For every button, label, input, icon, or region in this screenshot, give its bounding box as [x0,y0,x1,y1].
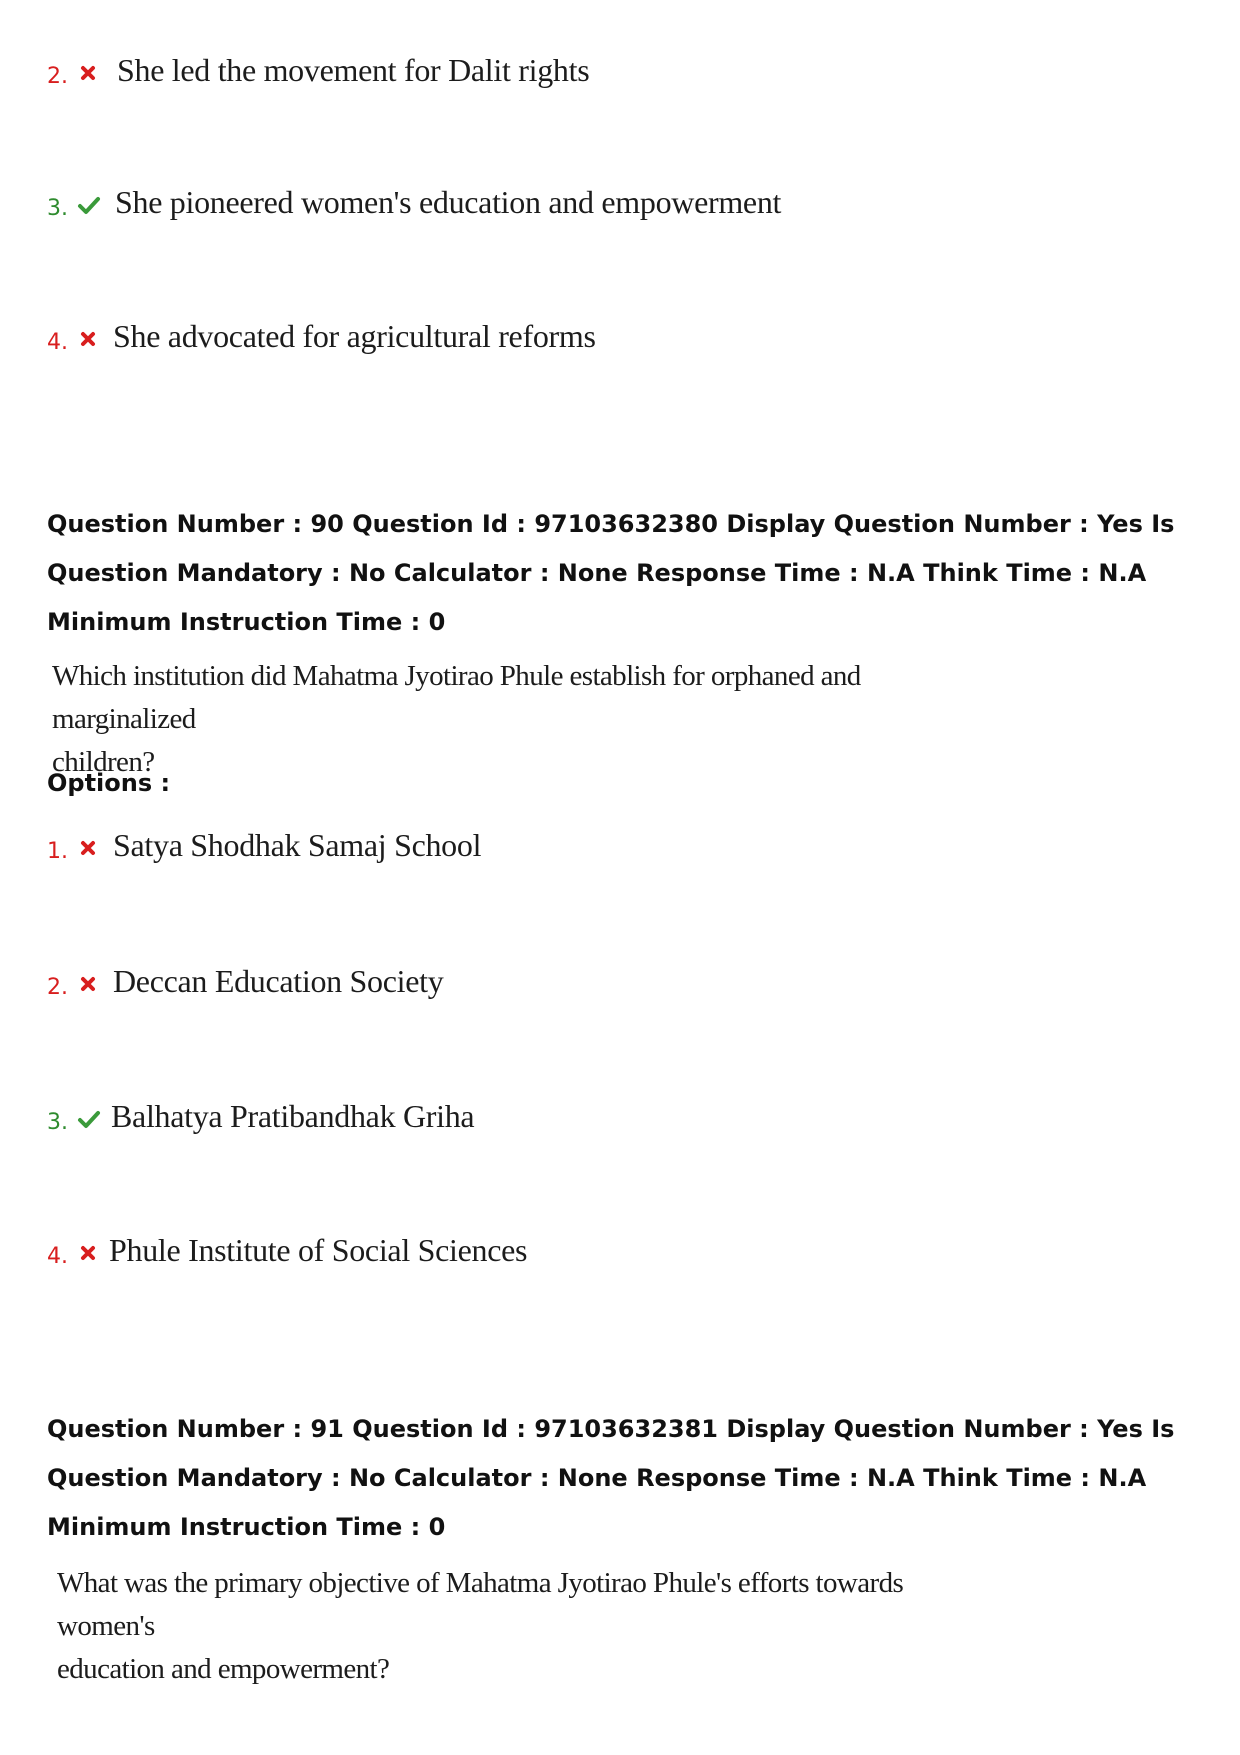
check-icon [77,1108,99,1130]
option-text: Phule Institute of Social Sciences [109,1232,528,1268]
cross-icon [77,973,99,995]
option-item [47,184,947,224]
option-text: Balhatya Pratibandhak Griha [111,1098,475,1134]
option-number: 4. [47,330,68,355]
question-text-line: Which institution did Mahatma Jyotirao Phule establish for orphaned and marginalized [52,660,861,735]
option-text: Satya Shodhak Samaj School [113,827,482,863]
options-label: Options : [47,769,171,797]
question-text-line: children? [52,746,155,778]
option-item [47,1232,947,1272]
option-item [47,52,947,92]
option-number: 1. [47,839,68,864]
option-number: 3. [47,1110,68,1135]
option-item [47,1098,947,1138]
option-text: She pioneered women's education and empowerment [115,184,782,220]
option-number: 2. [47,975,68,1000]
option-number: 3. [47,196,68,221]
option-text: She led the movement for Dalit rights [117,52,590,88]
question-meta: Question Number : 90 Question Id : 97103632380 Display Question Number : Yes Is Question Mandatory : No Calculator : None Response Time : N.A Think Time : N.A Minimum Instruction Time : 0 [47,510,1175,636]
option-item [47,827,947,867]
option-number: 2. [47,64,68,89]
check-icon [77,194,99,216]
cross-icon [77,62,99,84]
option-item [47,318,947,358]
option-text: Deccan Education Society [113,963,444,999]
option-text: She advocated for agricultural reforms [113,318,596,354]
option-item [47,963,947,1003]
question-text [52,655,952,784]
option-number: 4. [47,1244,68,1269]
question-meta: Question Number : 91 Question Id : 97103632381 Display Question Number : Yes Is Question Mandatory : No Calculator : None Response Time : N.A Think Time : N.A Minimum Instruction Time : 0 [47,1415,1175,1541]
cross-icon [77,837,99,859]
question-text-line: What was the primary objective of Mahatma Jyotirao Phule's efforts towards women's [57,1567,904,1642]
cross-icon [77,328,99,350]
cross-icon [77,1242,99,1264]
question-text-line: education and empowerment? [57,1653,390,1685]
question-text [57,1562,957,1691]
